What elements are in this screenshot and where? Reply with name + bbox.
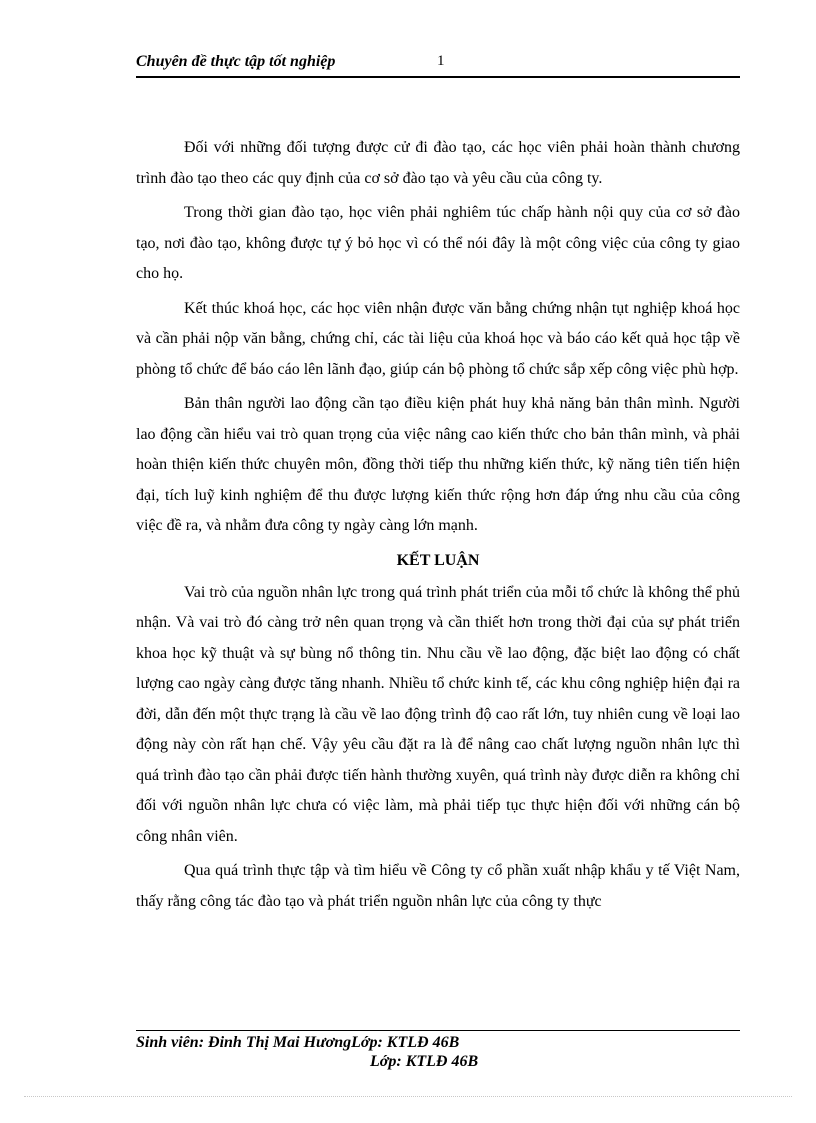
paragraph-training-obligations: Đối với những đối tượng được cử đi đào tạo, các học viên phải hoàn thành chương trình đào tạo theo các quy định của cơ sở đào tạo và yêu cầu của công ty.	[136, 139, 740, 187]
page-boundary-line	[24, 1096, 792, 1097]
page-number: 1	[437, 53, 445, 69]
paragraph-role-of-human-resources: Vai trò của nguồn nhân lực trong quá trình phát triển của mỗi tổ chức là không thể phủ nhận. Và vai trò đó càng trở nên quan trọng và cần thiết hơn trong thời đại của sự phát triển khoa học kỹ thuật và sự bùng nổ thông tin. Nhu cầu về lao động, đặc biệt lao động có chất lượng cao ngày càng được tăng nhanh. Nhiều tổ chức kinh tế, các khu công nghiệp hiện đại ra đời, dẫn đến một thực trạng là cầu về lao động trình độ cao rất lớn, tuy nhiên cung về loại lao động này còn rất hạn chế. Vậy yêu cầu đặt ra là để nâng cao chất lượng nguồn nhân lực thì quá trình đào tạo cần phải được tiến hành thường xuyên, quá trình này được diễn ra không chỉ đối với nguồn nhân lực chưa có việc làm, mà phải tiếp tục thực hiện đối với những cán bộ công nhân viên.	[136, 583, 740, 845]
body-text	[136, 133, 740, 921]
paragraph-internship-summary: Qua quá trình thực tập và tìm hiểu về Công ty cổ phần xuất nhập khẩu y tế Việt Nam, thấy rằng công tác đào tạo và phát triển nguồn nhân lực của công ty thực	[136, 862, 740, 910]
footer-class-info: Lớp: KTLĐ 46B	[370, 1053, 479, 1070]
paragraph-employee-self-development: Bản thân người lao động cần tạo điều kiện phát huy khả năng bản thân mình. Người lao động cần hiểu vai trò quan trọng của việc nâng cao kiến thức cho bản thân mình, và phải hoàn thiện kiến thức chuyên môn, đồng thời tiếp thu những kiến thức, kỹ năng tiên tiến hiện đại, tích luỹ kinh nghiệm để thu được lượng kiến thức rộng hơn đáp ứng nhu cầu của công việc đề ra, và nhằm đưa công ty ngày càng lớn mạnh.	[136, 395, 740, 534]
conclusion-heading: KẾT LUẬN	[396, 551, 480, 569]
paragraph-course-completion: Kết thúc khoá học, các học viên nhận được văn bằng chứng nhận tụt nghiệp khoá học và cần phải nộp văn bằng, chứng chỉ, các tài liệu của khoá học và báo cáo kết quả học tập về phòng tổ chức để báo cáo lên lãnh đạo, giúp cán bộ phòng tổ chức sắp xếp công việc phù hợp.	[136, 299, 740, 378]
footer-student-info: Sinh viên: Đinh Thị Mai HươngLớp: KTLĐ 46B	[136, 1034, 460, 1051]
paragraph-training-discipline: Trong thời gian đào tạo, học viên phải nghiêm túc chấp hành nội quy của cơ sở đào tạo, nơi đào tạo, không được tự ý bỏ học vì có thể nói đây là một công việc của công ty giao cho họ.	[136, 204, 740, 282]
footer-divider	[136, 1030, 740, 1031]
header-title: Chuyên đề thực tập tốt nghiệp	[136, 53, 336, 70]
page-header	[136, 52, 740, 78]
